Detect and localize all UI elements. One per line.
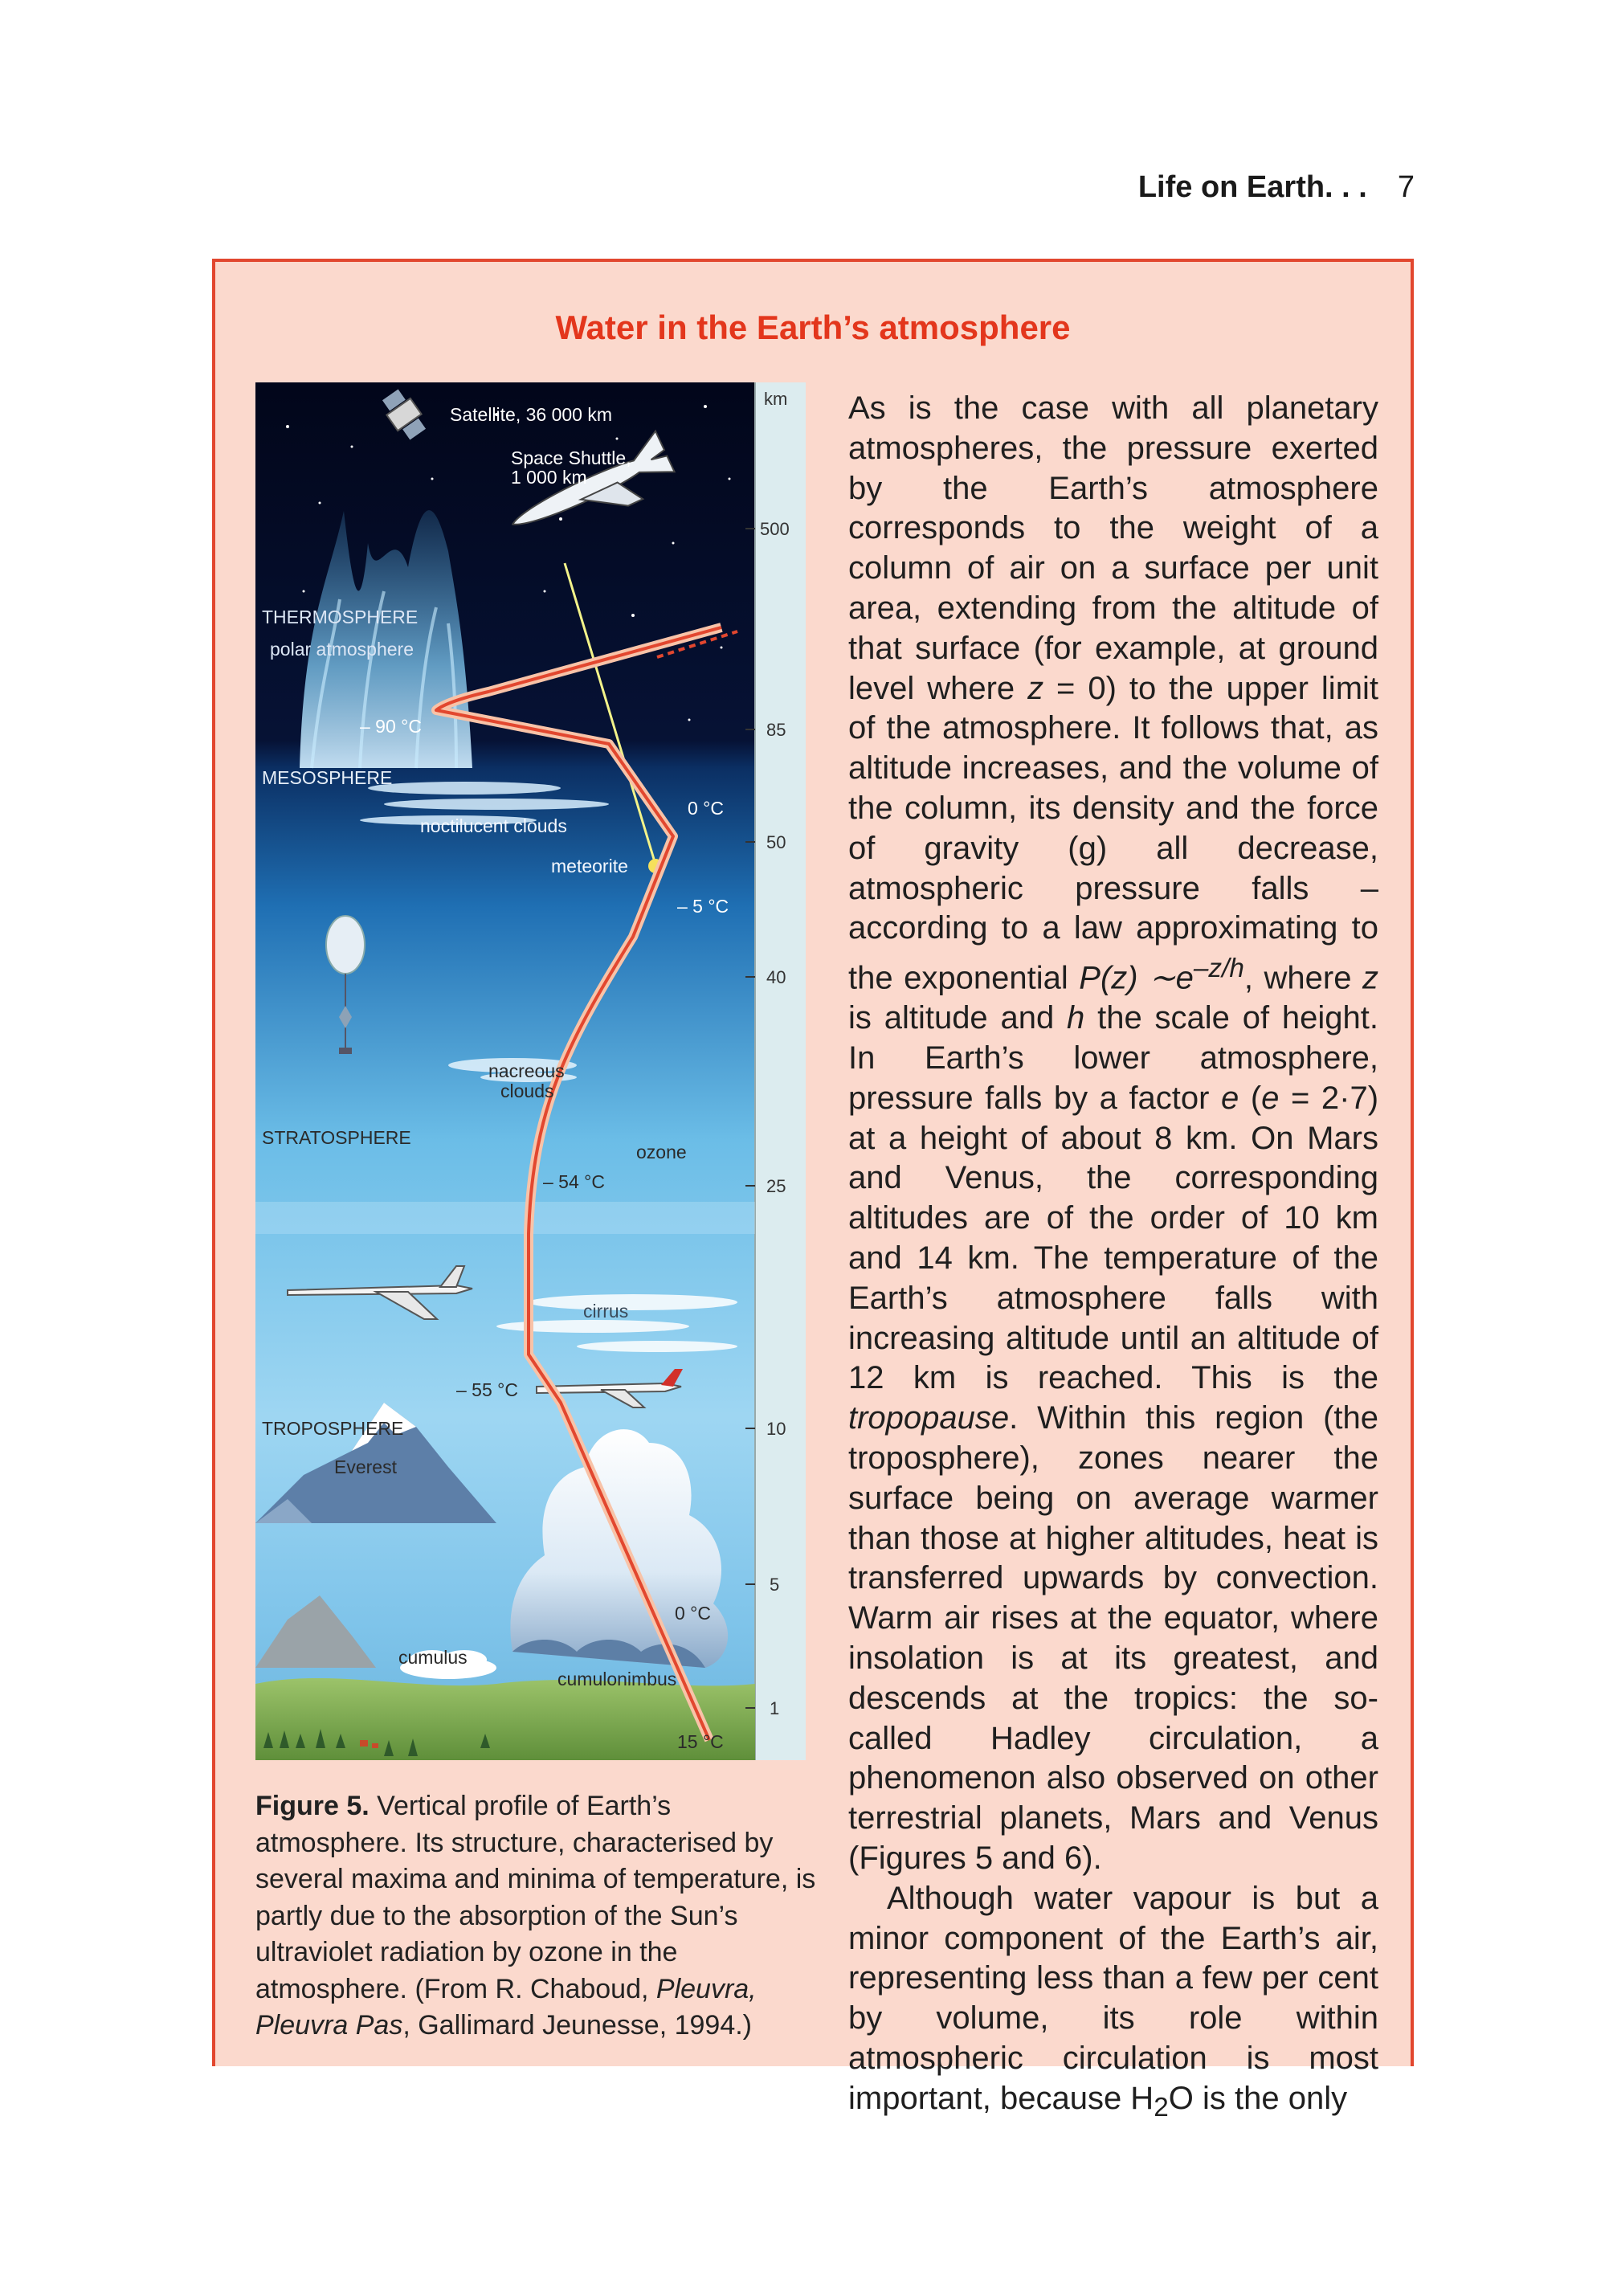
- label-stratosphere: STRATOSPHERE: [262, 1127, 411, 1148]
- caption-italic-2: Pleuvra Pas: [255, 2010, 403, 2041]
- label-mesosphere: MESOSPHERE: [262, 767, 393, 788]
- figure-label: Figure 5.: [255, 1791, 370, 1821]
- scale-tick-1: 1: [770, 1698, 780, 1718]
- p1-var-e2: e: [1261, 1080, 1280, 1116]
- label-temp-minus-54: – 54 °C: [543, 1171, 605, 1192]
- label-shuttle-2: 1 000 km: [511, 467, 587, 488]
- scale-tick-85: 85: [766, 720, 786, 740]
- paragraph-1: [848, 389, 1378, 1879]
- altitude-scale-strip: [755, 382, 806, 1760]
- label-satellite: Satellite, 36 000 km: [450, 404, 613, 425]
- p1-text-f: (: [1239, 1080, 1262, 1116]
- p1-var-z2: z: [1362, 960, 1378, 996]
- p1-formula: P(z) ∼e: [1079, 960, 1194, 996]
- p1-text-g: = 2·7) at a height of about 8 km. On Mars and Venus, the corresponding altitudes are of the order of 10 km and 14 km. The temperature of the Earth’s atmosphere falls with increasing altitude until an altitude of 12 km is reached. This is the: [848, 1080, 1379, 1396]
- label-cirrus: cirrus: [583, 1301, 629, 1322]
- p1-var-h: h: [1067, 1000, 1085, 1036]
- label-temp-0-upper: 0 °C: [688, 798, 724, 819]
- label-cumulus: cumulus: [398, 1647, 468, 1668]
- label-ozone: ozone: [636, 1142, 687, 1162]
- ozone-band: [255, 1202, 755, 1234]
- p1-exponent: –z/h: [1193, 954, 1244, 984]
- scale-unit: km: [764, 389, 788, 409]
- label-temp-0-lower: 0 °C: [675, 1603, 711, 1624]
- label-nacreous-2: clouds: [500, 1081, 554, 1101]
- body-text: [848, 389, 1378, 2128]
- label-meteorite: meteorite: [551, 856, 628, 876]
- p1-text-c: , where: [1243, 960, 1362, 996]
- scale-tick-50: 50: [766, 832, 786, 852]
- scale-tick-40: 40: [766, 967, 786, 987]
- feature-box: [212, 259, 1414, 2122]
- label-temp-minus-90: – 90 °C: [360, 716, 422, 737]
- page-number: 7: [1397, 170, 1415, 204]
- p1-term-tropopause: tropopause: [848, 1400, 1010, 1436]
- running-head-title: Life on Earth. . .: [1137, 170, 1367, 204]
- label-temp-minus-5: – 5 °C: [677, 896, 729, 917]
- label-thermosphere: THERMOSPHERE: [262, 607, 419, 627]
- p1-text-b: = 0) to the upper limit of the atmosphere. It follows that, as altitude increases, and the volume of the column, its density and the force of gravity (g) all decrease, atmospheric pressure falls – according to a law approximating to the exponential: [848, 670, 1379, 996]
- label-shuttle-1: Space Shuttle,: [511, 447, 631, 468]
- box-title: Water in the Earth’s atmosphere: [555, 308, 1071, 346]
- p1-var-z: z: [1027, 670, 1044, 706]
- label-nacreous-1: nacreous: [488, 1060, 565, 1081]
- p1-var-e: e: [1221, 1080, 1239, 1116]
- caption-text-1: Vertical profile of Earth’s atmosphere. Its structure, characterised by several maxima and minima of temperature, is partly due to the absorption of the Sun’s ultraviolet radiation by ozone in the atmosphere. (From R. Chaboud,: [255, 1791, 816, 2004]
- label-troposphere: TROPOSPHERE: [262, 1418, 404, 1439]
- paragraph-2: [848, 1879, 1378, 2128]
- p2-subscript: 2: [1154, 2092, 1169, 2122]
- p2-text-b: O is the only: [1168, 2080, 1348, 2116]
- caption-text-3: , Gallimard Jeunesse, 1994.): [402, 2010, 752, 2041]
- scale-tick-5: 5: [770, 1575, 780, 1595]
- label-noctilucent: noctilucent clouds: [420, 815, 567, 836]
- running-head: [1138, 170, 1415, 205]
- label-polar-atmosphere: polar atmosphere: [270, 639, 414, 660]
- scale-tick-10: 10: [766, 1419, 786, 1439]
- caption-italic-1: Pleuvra,: [655, 1973, 757, 2004]
- p1-text-e: the scale of height. In Earth’s lower atmosphere, pressure falls by a factor: [848, 1000, 1378, 1116]
- p2-text-a: Although water vapour is but a minor component of the Earth’s air, representing less than a few per cent by volume, its role within atmospheric circulation is most important, because H: [848, 1880, 1378, 2116]
- label-cumulonimbus: cumulonimbus: [557, 1669, 677, 1689]
- p1-text-d: is altitude and: [848, 1000, 1068, 1036]
- scale-tick-25: 25: [766, 1176, 786, 1196]
- atmosphere-illustration: [255, 382, 806, 1760]
- label-temp-minus-55: – 55 °C: [456, 1379, 518, 1400]
- atmosphere-figure: [255, 382, 806, 1760]
- label-temp-15: 15 °C: [677, 1731, 724, 1752]
- p1-text-a: As is the case with all planetary atmospheres, the pressure exerted by the Earth’s atmosphere corresponds to the weight of a column of air on a surface per unit area, extending from the altitude of that surface (for example, at ground level where: [848, 390, 1378, 706]
- scale-tick-500: 500: [760, 519, 790, 539]
- figure-caption: [255, 1788, 818, 2045]
- p1-text-h: . Within this region (the troposphere), zones nearer the surface being on average warmer than those at higher altitudes, heat is transferred upwards by convection. Warm air rises at the equator, where insolation is at its greatest, and descends at the tropics: the so-called Hadley circulation, a phenomenon also observed on other terrestrial planets, Mars and Venus (Figures 5 and 6).: [848, 1400, 1378, 1877]
- label-everest: Everest: [334, 1456, 397, 1477]
